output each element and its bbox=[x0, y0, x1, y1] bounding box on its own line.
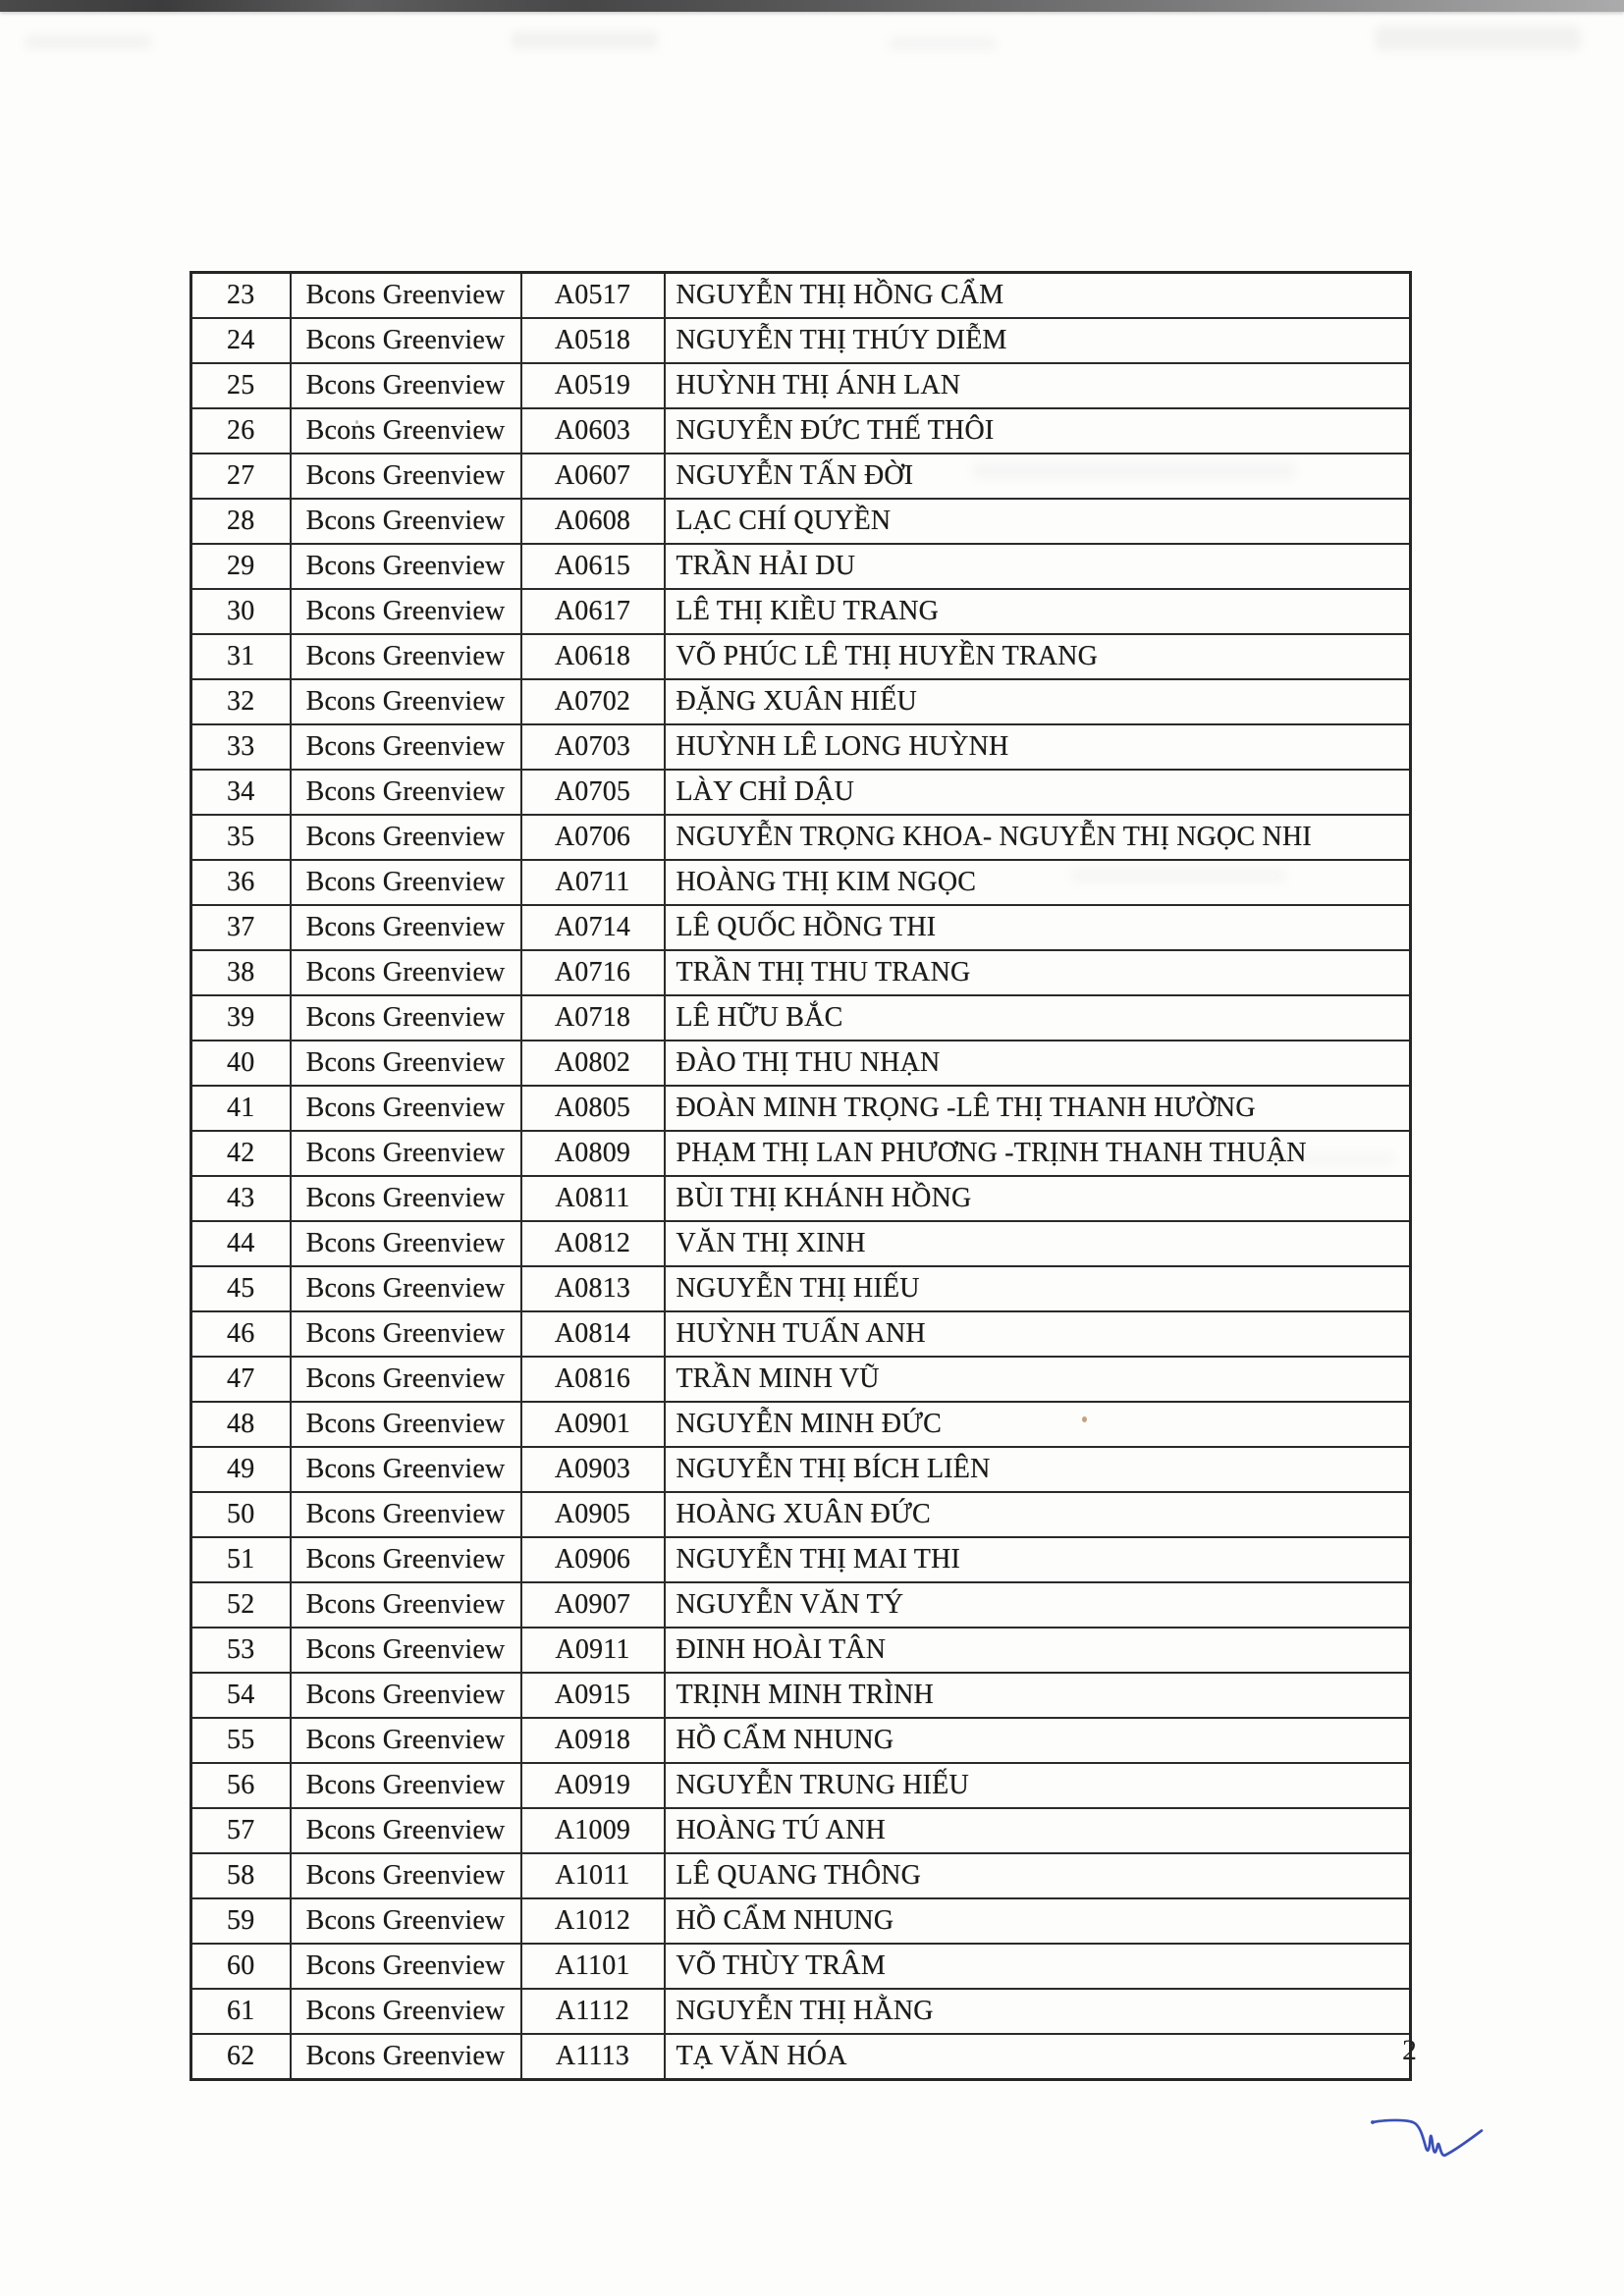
owner-name-cell: NGUYỄN THỊ BÍCH LIÊN bbox=[665, 1447, 1411, 1492]
table-row bbox=[191, 1853, 1411, 1898]
table-row bbox=[191, 1537, 1411, 1582]
table-row bbox=[191, 1763, 1411, 1808]
owner-name-cell: NGUYỄN TRỌNG KHOA- NGUYỄN THỊ NGỌC NHI bbox=[665, 815, 1411, 860]
project-cell: Bcons Greenview bbox=[291, 1582, 521, 1628]
project-cell: Bcons Greenview bbox=[291, 1176, 521, 1221]
row-index-cell: 50 bbox=[191, 1492, 291, 1537]
table-row bbox=[191, 589, 1411, 634]
table-row bbox=[191, 1898, 1411, 1944]
project-cell: Bcons Greenview bbox=[291, 544, 521, 589]
table-row bbox=[191, 1402, 1411, 1447]
row-index-cell: 41 bbox=[191, 1086, 291, 1131]
project-cell: Bcons Greenview bbox=[291, 1041, 521, 1086]
unit-code-cell: A0911 bbox=[521, 1628, 665, 1673]
project-cell: Bcons Greenview bbox=[291, 1221, 521, 1266]
unit-code-cell: A0903 bbox=[521, 1447, 665, 1492]
unit-code-cell: A1011 bbox=[521, 1853, 665, 1898]
table-row bbox=[191, 2034, 1411, 2080]
owner-name-cell: VÕ PHÚC LÊ THỊ HUYỀN TRANG bbox=[665, 634, 1411, 679]
project-cell: Bcons Greenview bbox=[291, 1673, 521, 1718]
unit-code-cell: A1009 bbox=[521, 1808, 665, 1853]
project-cell: Bcons Greenview bbox=[291, 950, 521, 995]
project-cell: Bcons Greenview bbox=[291, 860, 521, 905]
project-cell: Bcons Greenview bbox=[291, 995, 521, 1041]
row-index-cell: 52 bbox=[191, 1582, 291, 1628]
owner-name-cell: NGUYỄN TRUNG HIẾU bbox=[665, 1763, 1411, 1808]
row-index-cell: 25 bbox=[191, 363, 291, 408]
owner-name-cell: TRỊNH MINH TRÌNH bbox=[665, 1673, 1411, 1718]
row-index-cell: 35 bbox=[191, 815, 291, 860]
unit-code-cell: A0915 bbox=[521, 1673, 665, 1718]
row-index-cell: 42 bbox=[191, 1131, 291, 1176]
table-row bbox=[191, 1131, 1411, 1176]
project-cell: Bcons Greenview bbox=[291, 1447, 521, 1492]
scanner-edge-band bbox=[0, 0, 1624, 12]
unit-code-cell: A0905 bbox=[521, 1492, 665, 1537]
row-index-cell: 31 bbox=[191, 634, 291, 679]
row-index-cell: 46 bbox=[191, 1311, 291, 1357]
owner-name-cell: VĂN THỊ XINH bbox=[665, 1221, 1411, 1266]
unit-code-cell: A1112 bbox=[521, 1989, 665, 2034]
project-cell: Bcons Greenview bbox=[291, 815, 521, 860]
project-cell: Bcons Greenview bbox=[291, 634, 521, 679]
project-cell: Bcons Greenview bbox=[291, 1944, 521, 1989]
unit-code-cell: A0519 bbox=[521, 363, 665, 408]
owner-name-cell: NGUYỄN ĐỨC THẾ THÔI bbox=[665, 408, 1411, 454]
project-cell: Bcons Greenview bbox=[291, 1402, 521, 1447]
page-number: 2 bbox=[1402, 2034, 1417, 2066]
project-cell: Bcons Greenview bbox=[291, 1853, 521, 1898]
owner-name-cell: HUỲNH TUẤN ANH bbox=[665, 1311, 1411, 1357]
owner-name-cell: HỒ CẨM NHUNG bbox=[665, 1898, 1411, 1944]
table-row bbox=[191, 1582, 1411, 1628]
row-index-cell: 59 bbox=[191, 1898, 291, 1944]
unit-code-cell: A0718 bbox=[521, 995, 665, 1041]
row-index-cell: 45 bbox=[191, 1266, 291, 1311]
owner-name-cell: TRẦN THỊ THU TRANG bbox=[665, 950, 1411, 995]
row-index-cell: 33 bbox=[191, 724, 291, 770]
project-cell: Bcons Greenview bbox=[291, 1311, 521, 1357]
project-cell: Bcons Greenview bbox=[291, 1131, 521, 1176]
handwritten-signature-path bbox=[1373, 2120, 1482, 2156]
project-cell: Bcons Greenview bbox=[291, 1086, 521, 1131]
owner-name-cell: TẠ VĂN HÓA bbox=[665, 2034, 1411, 2080]
owner-name-cell: LÊ HỮU BẮC bbox=[665, 995, 1411, 1041]
unit-code-cell: A1113 bbox=[521, 2034, 665, 2080]
row-index-cell: 39 bbox=[191, 995, 291, 1041]
project-cell: Bcons Greenview bbox=[291, 724, 521, 770]
unit-code-cell: A0816 bbox=[521, 1357, 665, 1402]
project-cell: Bcons Greenview bbox=[291, 1718, 521, 1763]
table-row bbox=[191, 544, 1411, 589]
unit-code-cell: A0802 bbox=[521, 1041, 665, 1086]
unit-code-cell: A0809 bbox=[521, 1131, 665, 1176]
project-cell: Bcons Greenview bbox=[291, 318, 521, 363]
unit-code-cell: A0714 bbox=[521, 905, 665, 950]
unit-code-cell: A0805 bbox=[521, 1086, 665, 1131]
unit-code-cell: A0906 bbox=[521, 1537, 665, 1582]
owner-name-cell: LÊ THỊ KIỀU TRANG bbox=[665, 589, 1411, 634]
unit-code-cell: A1012 bbox=[521, 1898, 665, 1944]
unit-code-cell: A0705 bbox=[521, 770, 665, 815]
project-cell: Bcons Greenview bbox=[291, 1266, 521, 1311]
row-index-cell: 30 bbox=[191, 589, 291, 634]
row-index-cell: 61 bbox=[191, 1989, 291, 2034]
unit-code-cell: A0617 bbox=[521, 589, 665, 634]
row-index-cell: 38 bbox=[191, 950, 291, 995]
owner-name-cell: LẠC CHÍ QUYỀN bbox=[665, 499, 1411, 544]
table-row bbox=[191, 1944, 1411, 1989]
owner-name-cell: TRẦN HẢI DU bbox=[665, 544, 1411, 589]
unit-code-cell: A0706 bbox=[521, 815, 665, 860]
scan-smudge bbox=[511, 31, 658, 49]
row-index-cell: 26 bbox=[191, 408, 291, 454]
unit-code-cell: A0716 bbox=[521, 950, 665, 995]
project-cell: Bcons Greenview bbox=[291, 363, 521, 408]
unit-code-cell: A0518 bbox=[521, 318, 665, 363]
unit-code-cell: A0811 bbox=[521, 1176, 665, 1221]
table-row bbox=[191, 1989, 1411, 2034]
table-row bbox=[191, 679, 1411, 724]
table-row bbox=[191, 273, 1411, 319]
unit-code-cell: A0618 bbox=[521, 634, 665, 679]
owner-name-cell: HUỲNH LÊ LONG HUỲNH bbox=[665, 724, 1411, 770]
row-index-cell: 55 bbox=[191, 1718, 291, 1763]
table-row bbox=[191, 1041, 1411, 1086]
owner-name-cell: VÕ THÙY TRÂM bbox=[665, 1944, 1411, 1989]
unit-code-cell: A0517 bbox=[521, 273, 665, 319]
row-index-cell: 60 bbox=[191, 1944, 291, 1989]
project-cell: Bcons Greenview bbox=[291, 1763, 521, 1808]
row-index-cell: 43 bbox=[191, 1176, 291, 1221]
table-row bbox=[191, 1357, 1411, 1402]
row-index-cell: 28 bbox=[191, 499, 291, 544]
table-row bbox=[191, 1086, 1411, 1131]
project-cell: Bcons Greenview bbox=[291, 589, 521, 634]
table-row bbox=[191, 1673, 1411, 1718]
table-row bbox=[191, 318, 1411, 363]
project-cell: Bcons Greenview bbox=[291, 1537, 521, 1582]
owner-name-cell: HỒ CẨM NHUNG bbox=[665, 1718, 1411, 1763]
project-cell: Bcons Greenview bbox=[291, 1492, 521, 1537]
owner-name-cell: NGUYỄN THỊ THÚY DIỄM bbox=[665, 318, 1411, 363]
owner-name-cell: HOÀNG TÚ ANH bbox=[665, 1808, 1411, 1853]
table-row bbox=[191, 1221, 1411, 1266]
table-row bbox=[191, 995, 1411, 1041]
owner-name-cell: BÙI THỊ KHÁNH HỒNG bbox=[665, 1176, 1411, 1221]
owner-name-cell: LÊ QUANG THÔNG bbox=[665, 1853, 1411, 1898]
row-index-cell: 51 bbox=[191, 1537, 291, 1582]
table-row bbox=[191, 1808, 1411, 1853]
owner-name-cell: NGUYỄN VĂN TÝ bbox=[665, 1582, 1411, 1628]
owner-name-cell: HOÀNG XUÂN ĐỨC bbox=[665, 1492, 1411, 1537]
owners-table bbox=[189, 271, 1412, 2081]
table-row bbox=[191, 860, 1411, 905]
row-index-cell: 24 bbox=[191, 318, 291, 363]
table-row bbox=[191, 499, 1411, 544]
table-row bbox=[191, 1447, 1411, 1492]
unit-code-cell: A0918 bbox=[521, 1718, 665, 1763]
project-cell: Bcons Greenview bbox=[291, 1357, 521, 1402]
row-index-cell: 54 bbox=[191, 1673, 291, 1718]
owner-name-cell: ĐÀO THỊ THU NHẠN bbox=[665, 1041, 1411, 1086]
table-row bbox=[191, 1266, 1411, 1311]
row-index-cell: 37 bbox=[191, 905, 291, 950]
table-row bbox=[191, 1492, 1411, 1537]
project-cell: Bcons Greenview bbox=[291, 454, 521, 499]
unit-code-cell: A0603 bbox=[521, 408, 665, 454]
row-index-cell: 49 bbox=[191, 1447, 291, 1492]
unit-code-cell: A0608 bbox=[521, 499, 665, 544]
project-cell: Bcons Greenview bbox=[291, 1989, 521, 2034]
owner-name-cell: NGUYỄN THỊ HIẾU bbox=[665, 1266, 1411, 1311]
owner-name-cell: HUỲNH THỊ ÁNH LAN bbox=[665, 363, 1411, 408]
unit-code-cell: A0907 bbox=[521, 1582, 665, 1628]
owner-name-cell: NGUYỄN THỊ MAI THI bbox=[665, 1537, 1411, 1582]
table-row bbox=[191, 1718, 1411, 1763]
owner-name-cell: LÀY CHỈ DẬU bbox=[665, 770, 1411, 815]
row-index-cell: 53 bbox=[191, 1628, 291, 1673]
row-index-cell: 48 bbox=[191, 1402, 291, 1447]
unit-code-cell: A0615 bbox=[521, 544, 665, 589]
owner-name-cell: ĐOÀN MINH TRỌNG -LÊ THỊ THANH HƯỜNG bbox=[665, 1086, 1411, 1131]
unit-code-cell: A0814 bbox=[521, 1311, 665, 1357]
row-index-cell: 44 bbox=[191, 1221, 291, 1266]
unit-code-cell: A0711 bbox=[521, 860, 665, 905]
row-index-cell: 47 bbox=[191, 1357, 291, 1402]
owner-name-cell: TRẦN MINH VŨ bbox=[665, 1357, 1411, 1402]
row-index-cell: 57 bbox=[191, 1808, 291, 1853]
table-row bbox=[191, 1176, 1411, 1221]
project-cell: Bcons Greenview bbox=[291, 273, 521, 319]
scan-smudge bbox=[889, 37, 997, 50]
scan-smudge bbox=[25, 35, 152, 49]
row-index-cell: 62 bbox=[191, 2034, 291, 2080]
project-cell: Bcons Greenview bbox=[291, 408, 521, 454]
row-index-cell: 29 bbox=[191, 544, 291, 589]
row-index-cell: 36 bbox=[191, 860, 291, 905]
row-index-cell: 34 bbox=[191, 770, 291, 815]
unit-code-cell: A0702 bbox=[521, 679, 665, 724]
owner-name-cell: NGUYỄN MINH ĐỨC bbox=[665, 1402, 1411, 1447]
table-row bbox=[191, 905, 1411, 950]
unit-code-cell: A0812 bbox=[521, 1221, 665, 1266]
owners-table-body bbox=[191, 273, 1411, 2080]
owner-name-cell: LÊ QUỐC HỒNG THI bbox=[665, 905, 1411, 950]
project-cell: Bcons Greenview bbox=[291, 1898, 521, 1944]
unit-code-cell: A1101 bbox=[521, 1944, 665, 1989]
row-index-cell: 56 bbox=[191, 1763, 291, 1808]
table-row bbox=[191, 634, 1411, 679]
table-row bbox=[191, 408, 1411, 454]
table-row bbox=[191, 1628, 1411, 1673]
owner-name-cell: NGUYỄN THỊ HỒNG CẨM bbox=[665, 273, 1411, 319]
handwritten-signature bbox=[1358, 2104, 1495, 2172]
row-index-cell: 27 bbox=[191, 454, 291, 499]
project-cell: Bcons Greenview bbox=[291, 2034, 521, 2080]
unit-code-cell: A0607 bbox=[521, 454, 665, 499]
project-cell: Bcons Greenview bbox=[291, 1628, 521, 1673]
project-cell: Bcons Greenview bbox=[291, 1808, 521, 1853]
project-cell: Bcons Greenview bbox=[291, 499, 521, 544]
table-row bbox=[191, 1311, 1411, 1357]
table-row bbox=[191, 724, 1411, 770]
project-cell: Bcons Greenview bbox=[291, 770, 521, 815]
owner-name-cell: ĐINH HOÀI TÂN bbox=[665, 1628, 1411, 1673]
project-cell: Bcons Greenview bbox=[291, 905, 521, 950]
table-row bbox=[191, 454, 1411, 499]
project-cell: Bcons Greenview bbox=[291, 679, 521, 724]
table-row bbox=[191, 950, 1411, 995]
owner-name-cell: PHẠM THỊ LAN PHƯƠNG -TRỊNH THANH THUẬN bbox=[665, 1131, 1411, 1176]
owner-name-cell: HOÀNG THỊ KIM NGỌC bbox=[665, 860, 1411, 905]
row-index-cell: 58 bbox=[191, 1853, 291, 1898]
row-index-cell: 23 bbox=[191, 273, 291, 319]
unit-code-cell: A0813 bbox=[521, 1266, 665, 1311]
row-index-cell: 32 bbox=[191, 679, 291, 724]
row-index-cell: 40 bbox=[191, 1041, 291, 1086]
scan-smudge bbox=[1375, 26, 1581, 51]
unit-code-cell: A0919 bbox=[521, 1763, 665, 1808]
owner-name-cell: NGUYỄN THỊ HẰNG bbox=[665, 1989, 1411, 2034]
unit-code-cell: A0901 bbox=[521, 1402, 665, 1447]
owner-name-cell: NGUYỄN TẤN ĐỜI bbox=[665, 454, 1411, 499]
table-row bbox=[191, 815, 1411, 860]
table-row bbox=[191, 770, 1411, 815]
owner-name-cell: ĐẶNG XUÂN HIẾU bbox=[665, 679, 1411, 724]
unit-code-cell: A0703 bbox=[521, 724, 665, 770]
table-row bbox=[191, 363, 1411, 408]
